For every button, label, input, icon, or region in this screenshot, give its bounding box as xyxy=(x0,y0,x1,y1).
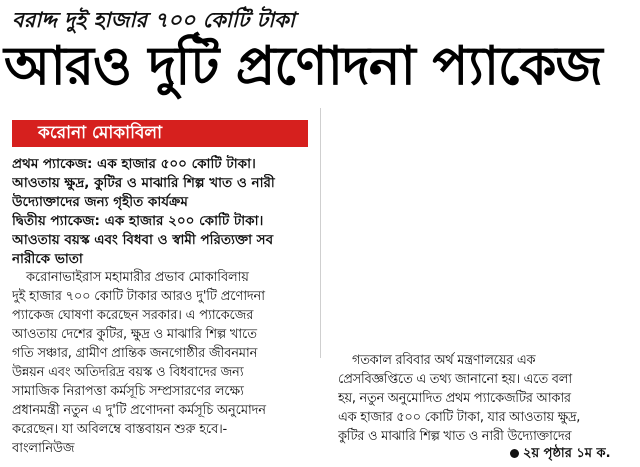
body-line: দুই হাজার ৭০০ কোটি টাকার আরও দু'টি প্রণোদনা xyxy=(12,289,265,304)
body-line: আওতায় দেশের কুটির, ক্ষুদ্র ও মাঝারি শিল্প খাতে xyxy=(12,327,257,342)
body-line: প্রেসবিজ্ঞপ্তিতে এ তথ্য জানানো হয়। এতে বলা xyxy=(338,372,572,387)
highlight-line: দ্বিতীয় প্যাকেজ: এক হাজার ২০০ কোটি টাকা। xyxy=(12,213,264,229)
kicker-line: বরাদ্দ দুই হাজার ৭০০ কোটি টাকা xyxy=(12,8,295,32)
body-line: করেছেন। যা অবিলম্বে বাস্তবায়ন শুরু হবে।- xyxy=(12,422,228,437)
body-line: গতি সঞ্চার, গ্রামীণ প্রান্তিক জনগোষ্ঠীর জীবনমান xyxy=(12,346,258,361)
highlights-box xyxy=(12,155,322,269)
body-line: গতকাল রবিবার অর্থ মন্ত্রণালয়ের এক xyxy=(352,353,536,368)
highlight-line: আওতায় ক্ষুদ্র, কুটির ও মাঝারি শিল্প খাত ও নারী xyxy=(12,175,275,191)
highlight-line: প্রথম প্যাকেজ: এক হাজার ৫০০ কোটি টাকা। xyxy=(12,156,256,172)
body-line: উন্নয়ন এবং অতিদরিদ্র বয়স্ক ও বিধবাদের জন্য xyxy=(12,365,244,380)
continuation-text: ২য় পৃষ্ঠার ১ম ক. xyxy=(523,446,611,461)
body-line: প্যাকেজ ঘোষণা করেছেন সরকার। এ প্যাকেজের xyxy=(12,308,254,323)
highlight-line: আওতায় বয়স্ক এবং বিধবা ও স্বামী পরিত্যক্তা সব xyxy=(12,232,274,248)
continuation-note xyxy=(510,444,611,465)
headline: আরও দুটি প্রণোদনা প্যাকেজ xyxy=(4,36,602,97)
body-line: কুটির ও মাঝারি শিল্প খাত ও নারী উদ্যোক্তাদের xyxy=(338,429,572,444)
body-line: বাংলানিউজ xyxy=(12,441,75,456)
bullet-icon xyxy=(510,449,519,458)
article-body-left xyxy=(12,268,322,458)
section-tag: করোনা মোকাবিলা xyxy=(12,120,308,147)
article-body-right xyxy=(338,351,632,446)
body-line: এক হাজার ৫০০ কোটি টাকা, যার আওতায় ক্ষুদ্র, xyxy=(338,410,581,425)
highlight-line: নারীকে ভাতা xyxy=(12,251,83,267)
body-line: হয়, নতুন অনুমোদিত প্রথম প্যাকেজটির আকার xyxy=(338,391,571,406)
body-line: প্রধানমন্ত্রী নতুন এ দু'টি প্রণোদনা কর্মসূচি অনুমোদন xyxy=(12,403,266,418)
highlight-line: উদ্যোক্তাদের জন্য গৃহীত কার্যক্রম xyxy=(12,194,188,210)
body-line: সামাজিক নিরাপত্তা কর্মসূচি সম্প্রসারণের লক্ষ্যে xyxy=(12,384,244,399)
body-line: করোনাভাইরাস মহামারীর প্রভাব মোকাবিলায় xyxy=(26,270,249,285)
